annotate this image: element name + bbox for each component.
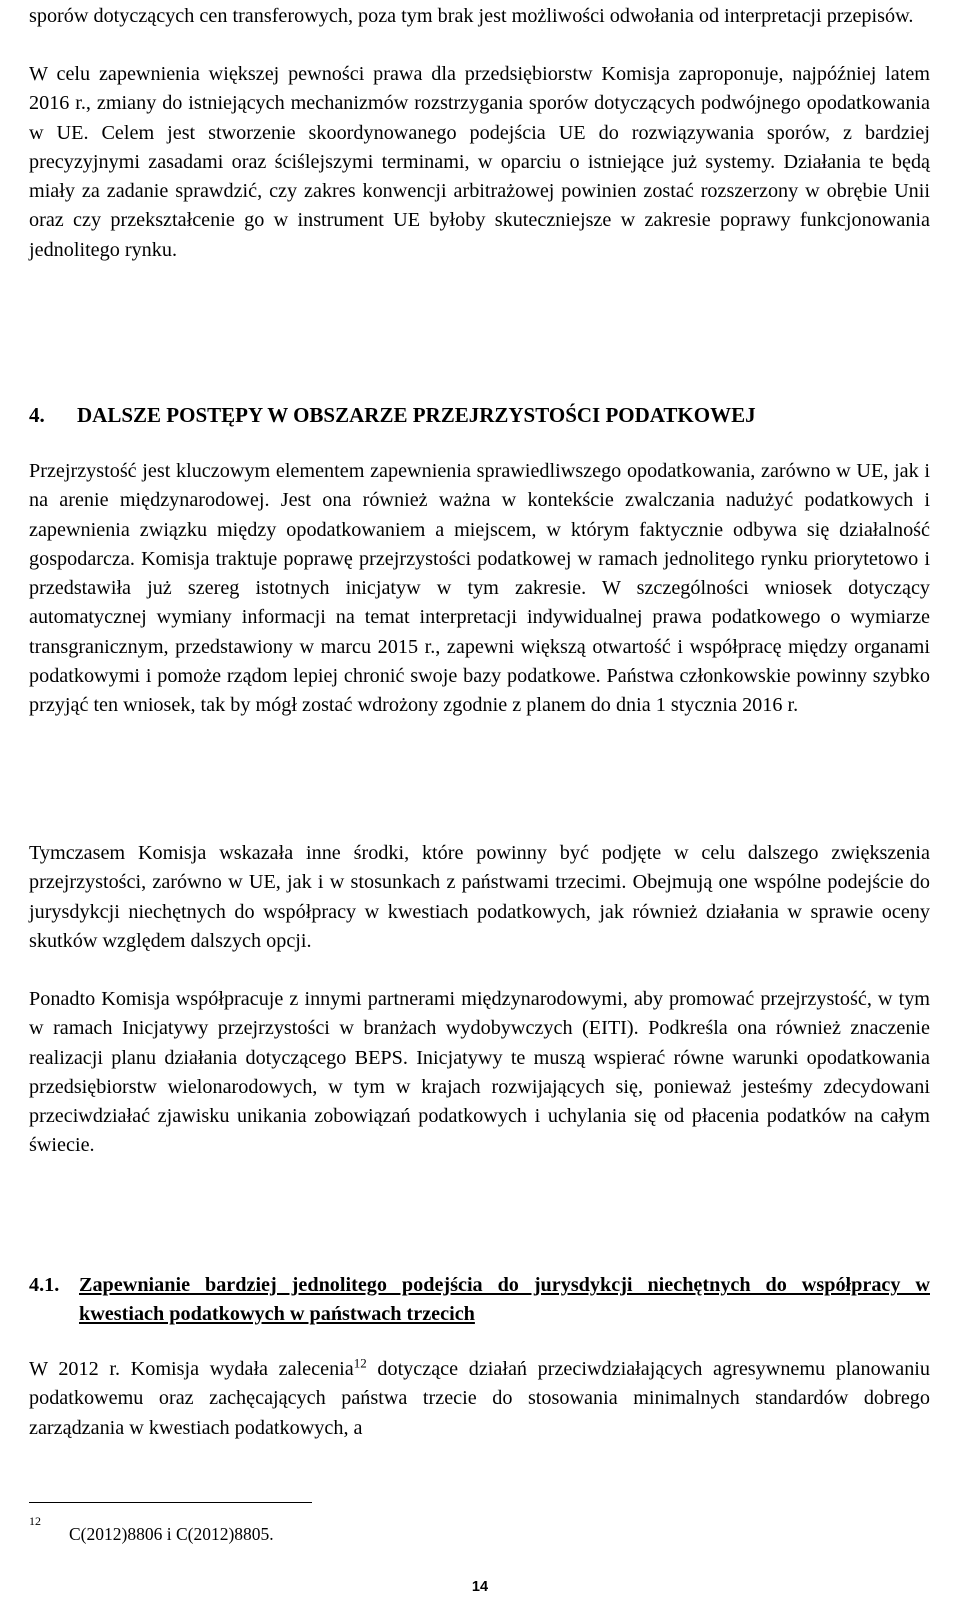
footnote-mark: 12 — [29, 1514, 41, 1528]
section-4-heading — [29, 400, 929, 430]
section-4-1-title: Zapewnianie bardziej jednolitego podejścia do jurysdykcji niechętnych do współpracy w kwestiach podatkowych w państwach trzecich — [79, 1274, 930, 1325]
section-4-number: 4. — [29, 403, 45, 427]
paragraph-recommendations-start: W 2012 r. Komisja wydała zalecenia — [29, 1358, 354, 1380]
page-number: 14 — [471, 1579, 489, 1595]
paragraph-intro: sporów dotyczących cen transferowych, poza tym brak jest możliwości odwołania od interpretacji przepisów. — [29, 5, 914, 27]
footnote-separator — [29, 1502, 312, 1503]
footnote-reference[interactable]: 12 — [353, 1355, 367, 1371]
section-4-1-number: 4.1. — [29, 1274, 60, 1296]
paragraph-recommendations — [0, 1355, 960, 1443]
section-4-1-heading — [29, 1271, 930, 1329]
paragraph-other-measures: Tymczasem Komisja wskazała inne środki, które powinny być podjęte w celu dalszego zwiększenia przejrzystości, zarówno w UE, jak i w stosunkach z państwami trzecimi. Obejmują one wspólne podejście do jurysdykcji niechętnych do współpracy w kwestiach podatkowych, jak również działania w sprawie oceny skutków względem dalszych opcji. — [29, 842, 930, 952]
footnote-text: C(2012)8806 i C(2012)8805. — [69, 1524, 274, 1544]
section-4-title: DALSZE POSTĘPY W OBSZARZE PRZEJRZYSTOŚCI PODATKOWEJ — [77, 403, 756, 427]
paragraph-recommendations-rest: dotyczące działań przeciwdziałających agresywnemu planowaniu podatkowemu oraz zachęcających państwa trzecie do stosowania minimalnych standardów dobrego zarządzania w kwestiach podatkowych, a — [29, 1358, 930, 1439]
paragraph-international-partners: Ponadto Komisja współpracuje z innymi partnerami międzynarodowymi, aby promować przejrzystość, w tym w ramach Inicjatywy przejrzystości w branżach wydobywczych (EITI). Podkreśla ona również znaczenie realizacji planu działania dotyczącego BEPS. Inicjatywy te muszą wspierać równe warunki opodatkowania przedsiębiorstw wielonarodowych, w tym w krajach rozwijających się, ponieważ jesteśmy zdecydowani przeciwdziałać zjawisku unikania zobowiązań podatkowych i uchylania się od płacenia podatków na całym świecie. — [29, 988, 930, 1157]
paragraph-dispute-mechanisms: W celu zapewnienia większej pewności prawa dla przedsiębiorstw Komisja zaproponuje, najpóźniej latem 2016 r., zmiany do istniejących mechanizmów rozstrzygania sporów dotyczących podwójnego opodatkowania w UE. Celem jest stworzenie skoordynowanego podejścia UE do rozwiązywania sporów, z bardziej precyzyjnymi zasadami oraz ściślejszymi terminami, w oparciu o istniejące już systemy. Działania te będą miały za zadanie sprawdzić, czy zakres konwencji arbitrażowej powinien zostać rozszerzony w obrębie Unii oraz czy przekształcenie go w instrument UE byłoby skuteczniejsze w zakresie poprawy funkcjonowania jednolitego rynku. — [29, 63, 930, 261]
footnote — [29, 1514, 274, 1546]
paragraph-transparency: Przejrzystość jest kluczowym elementem zapewnienia sprawiedliwszego opodatkowania, zarówno w UE, jak i na arenie międzynarodowej. Jest ona również ważna w kontekście zwalczania nadużyć podatkowych i zapewnienia związku między opodatkowaniem a miejscem, w którym faktycznie odbywa się działalność gospodarcza. Komisja traktuje poprawę przejrzystości podatkowej w ramach jednolitego rynku priorytetowo i przedstawiła już szereg istotnych inicjatyw w tym zakresie. W szczególności wniosek dotyczący automatycznej wymiany informacji na temat interpretacji indywidualnej prawa podatkowego o wymiarze transgranicznym, przedstawiony w marcu 2015 r., zapewni większą otwartość i współpracę między organami podatkowymi i pomoże rządom lepiej chronić swoje bazy podatkowe. Państwa członkowskie powinny szybko przyjąć ten wniosek, tak by mógł zostać wdrożony zgodnie z planem do dnia 1 stycznia 2016 r. — [29, 460, 930, 717]
